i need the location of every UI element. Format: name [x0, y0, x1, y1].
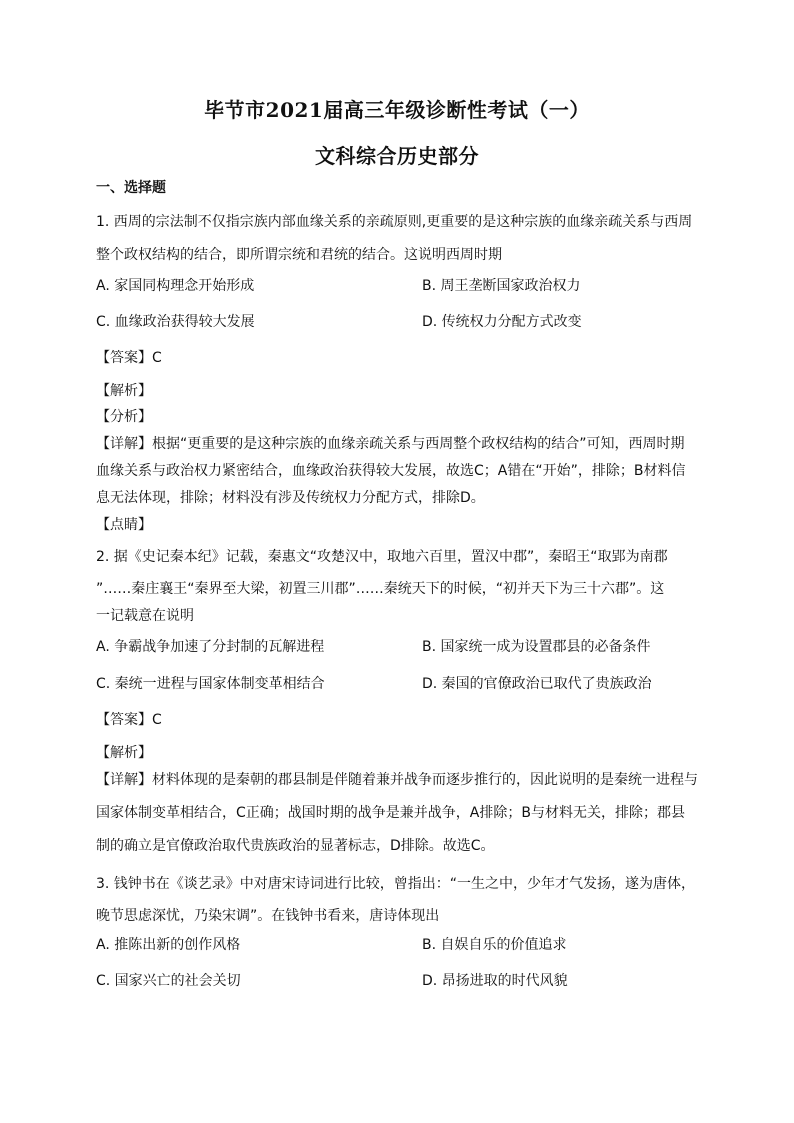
q1-option-c: C. 血缘政治获得较大发展 — [96, 314, 255, 330]
q1-detail-line3: 息无法体现，排除；材料没有涉及传统权力分配方式，排除D。 — [96, 490, 485, 506]
q1-option-a: A. 家国同构理念开始形成 — [96, 278, 255, 294]
q2-detail-line3: 制的确立是官僚政治取代贵族政治的显著标志，D排除。故选C。 — [96, 838, 495, 854]
q1-option-b: B. 周王垄断国家政治权力 — [422, 278, 581, 294]
q2-stem-line1: 2. 据《史记秦本纪》记载，秦惠文“攻楚汉中，取地六百里，置汉中郡”，秦昭王“取郢为南郡 — [96, 549, 668, 565]
q2-option-c: C. 秦统一进程与国家体制变革相结合 — [96, 676, 325, 692]
section-heading: 一、选择题 — [96, 180, 166, 196]
q1-analysis-label: 【解析】 — [96, 383, 152, 399]
q2-detail-line1: 【详解】材料体现的是秦朝的郡县制是伴随着兼并战争而逐步推行的，因此说明的是秦统一进程与 — [96, 772, 698, 788]
q1-stem-line2: 整个政权结构的结合，即所谓宗统和君统的结合。这说明西周时期 — [96, 247, 502, 263]
q2-analysis-label: 【解析】 — [96, 745, 152, 761]
q3-option-a: A. 推陈出新的创作风格 — [96, 937, 241, 953]
page-title: 毕节市2021届高三年级诊断性考试（一） — [204, 98, 590, 122]
q2-option-d: D. 秦国的官僚政治已取代了贵族政治 — [422, 676, 652, 692]
q3-option-b: B. 自娱自乐的价值追求 — [422, 937, 567, 953]
q2-detail-line2: 国家体制变革相结合，C正确；战国时期的战争是兼并战争，A排除；B与材料无关，排除；郡县 — [96, 805, 685, 821]
q1-fenxi-label: 【分析】 — [96, 409, 152, 425]
q3-option-c: C. 国家兴亡的社会关切 — [96, 973, 241, 989]
q1-detail-line1: 【详解】根据“更重要的是这种宗族的血缘亲疏关系与西周整个政权结构的结合”可知，西周时期 — [96, 436, 685, 452]
q2-option-b: B. 国家统一成为设置郡县的必备条件 — [422, 639, 651, 655]
q1-option-d: D. 传统权力分配方式改变 — [422, 314, 582, 330]
q3-option-d: D. 昂扬进取的时代风貌 — [422, 973, 568, 989]
q1-detail-line2: 血缘关系与政治权力紧密结合，血缘政治获得较大发展，故选C；A错在“开始”，排除；B材料信 — [96, 463, 686, 479]
q1-stem-line1: 1. 西周的宗法制不仅指宗族内部血缘关系的亲疏原则,更重要的是这种宗族的血缘亲疏关系与西周 — [96, 214, 693, 230]
q3-stem-line2: 晚节思虑深忧，乃染宋调”。在钱钟书看来，唐诗体现出 — [96, 908, 440, 924]
q1-dianjing-label: 【点睛】 — [96, 517, 152, 533]
q3-stem-line1: 3. 钱钟书在《谈艺录》中对唐宋诗词进行比较，曾指出：“一生之中，少年才气发扬，遂为唐体， — [96, 876, 696, 892]
q2-stem-line2: ”……秦庄襄王“秦界至大梁，初置三川郡”……秦统天下的时候，“初并天下为三十六郡”。这 — [96, 581, 665, 597]
q1-answer: 【答案】C — [96, 350, 162, 366]
q2-option-a: A. 争霸战争加速了分封制的瓦解进程 — [96, 639, 325, 655]
q2-stem-line3: 一记载意在说明 — [96, 608, 194, 624]
page-subtitle: 文科综合历史部分 — [315, 144, 479, 168]
q2-answer: 【答案】C — [96, 712, 162, 728]
